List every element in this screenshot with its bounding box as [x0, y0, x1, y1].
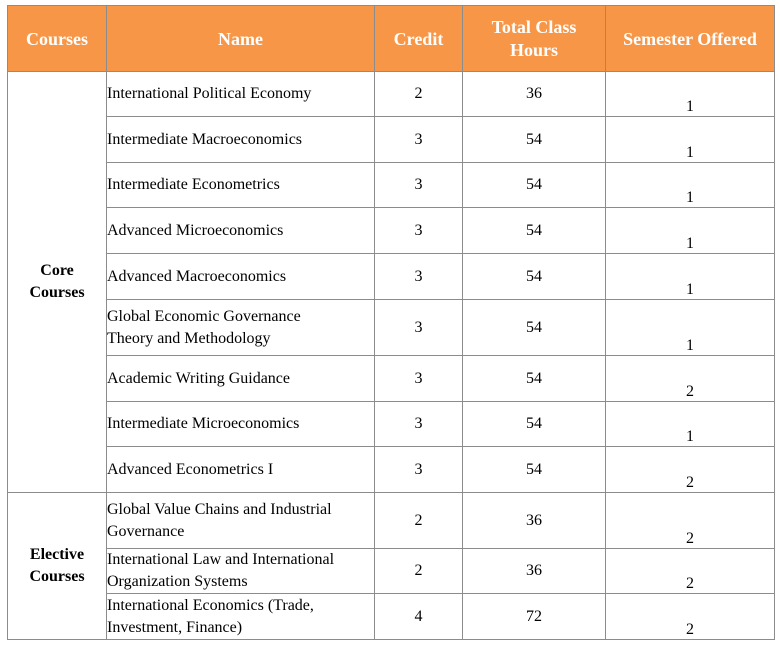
course-hours: 72 — [463, 594, 606, 640]
course-semester: 1 — [606, 208, 775, 254]
table-row — [8, 594, 775, 640]
course-name: Intermediate Microeconomics — [107, 402, 375, 447]
header-courses: Courses — [8, 6, 107, 72]
course-credit: 3 — [375, 208, 463, 254]
table-row — [8, 549, 775, 594]
table-row — [8, 117, 775, 163]
course-name: International Law and International Organization Systems — [107, 549, 375, 594]
course-name: International Economics (Trade, Investment, Finance) — [107, 594, 375, 640]
course-name: Intermediate Macroeconomics — [107, 117, 375, 163]
table-row — [8, 356, 775, 402]
course-name: Advanced Microeconomics — [107, 208, 375, 254]
course-hours: 54 — [463, 117, 606, 163]
course-credit: 3 — [375, 163, 463, 208]
course-semester: 1 — [606, 254, 775, 300]
course-name: Academic Writing Guidance — [107, 356, 375, 402]
header-semester-offered: Semester Offered — [606, 6, 775, 72]
course-credit: 3 — [375, 356, 463, 402]
course-semester: 1 — [606, 163, 775, 208]
course-hours: 54 — [463, 402, 606, 447]
course-name: Advanced Econometrics I — [107, 447, 375, 493]
course-name: Global Value Chains and Industrial Governance — [107, 493, 375, 549]
group-core-courses: Core Courses — [8, 72, 107, 493]
course-name: Intermediate Econometrics — [107, 163, 375, 208]
table-row — [8, 402, 775, 447]
course-credit: 3 — [375, 447, 463, 493]
table-row — [8, 447, 775, 493]
course-credit: 3 — [375, 117, 463, 163]
course-credit: 2 — [375, 549, 463, 594]
header-row — [8, 6, 775, 72]
header-credit: Credit — [375, 6, 463, 72]
course-hours: 36 — [463, 72, 606, 117]
course-name: International Political Economy — [107, 72, 375, 117]
course-semester: 2 — [606, 447, 775, 493]
header-name: Name — [107, 6, 375, 72]
table-row — [8, 72, 775, 117]
table-row — [8, 208, 775, 254]
course-hours: 54 — [463, 447, 606, 493]
course-hours: 36 — [463, 549, 606, 594]
header-total-class-hours: Total Class Hours — [463, 6, 606, 72]
course-semester: 1 — [606, 117, 775, 163]
course-credit: 4 — [375, 594, 463, 640]
course-hours: 54 — [463, 300, 606, 356]
course-hours: 54 — [463, 208, 606, 254]
course-name: Advanced Macroeconomics — [107, 254, 375, 300]
table-row — [8, 493, 775, 549]
course-hours: 54 — [463, 254, 606, 300]
course-hours: 36 — [463, 493, 606, 549]
course-credit: 2 — [375, 493, 463, 549]
course-semester: 2 — [606, 493, 775, 549]
table-row — [8, 254, 775, 300]
course-table — [7, 5, 775, 640]
group-elective-courses: Elective Courses — [8, 493, 107, 640]
course-semester: 2 — [606, 549, 775, 594]
course-credit: 3 — [375, 402, 463, 447]
table-row — [8, 300, 775, 356]
course-credit: 2 — [375, 72, 463, 117]
table-row — [8, 163, 775, 208]
course-semester: 1 — [606, 300, 775, 356]
course-semester: 1 — [606, 72, 775, 117]
course-semester: 1 — [606, 402, 775, 447]
course-credit: 3 — [375, 254, 463, 300]
course-hours: 54 — [463, 356, 606, 402]
course-semester: 2 — [606, 356, 775, 402]
course-semester: 2 — [606, 594, 775, 640]
course-credit: 3 — [375, 300, 463, 356]
course-hours: 54 — [463, 163, 606, 208]
course-name: Global Economic Governance Theory and Methodology — [107, 300, 375, 356]
